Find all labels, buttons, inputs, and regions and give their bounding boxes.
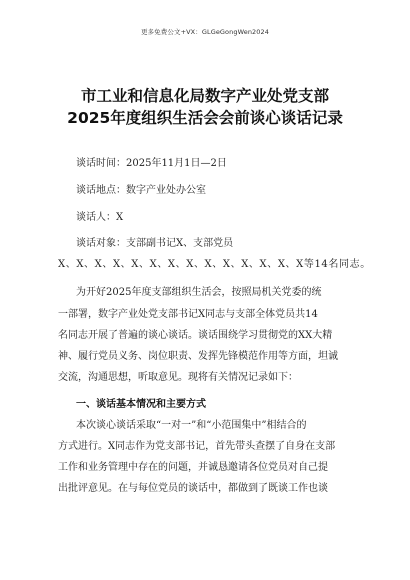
document-title-line-2: 2025年度组织生活会会前谈心谈话记录 <box>67 109 343 127</box>
paragraph-1-line-1: 为开好2025年度支部组织生活会，按照局机关党委的统 <box>76 287 322 298</box>
meta-targets-continued: X、X、X、X、X、X、X、X、X、X、X、X、X、X等14名同志。 <box>58 259 371 270</box>
section-heading-1: 一、谈话基本情况和主要方式 <box>76 399 206 410</box>
meta-time: 谈话时间：2025年11月1日—2日 <box>76 158 227 169</box>
meta-targets: 谈话对象：支部副书记X、支部党员 <box>76 238 234 249</box>
paragraph-1-line-2: 一部署，数字产业处党支部书记X同志与支部全体党员共14 <box>58 309 318 320</box>
paragraph-1-line-3: 名同志开展了普遍的谈心谈话。谈话围绕学习贯彻党的XX大精 <box>58 330 333 341</box>
header-note: 更多免费公文+VX：GLGeGongWen2024 <box>140 28 269 36</box>
paragraph-2-line-1: 本次谈心谈话采取“一对一”和“小范围集中”相结合的 <box>76 420 307 431</box>
paragraph-1-line-4: 神、履行党员义务、岗位职责、发挥先锋模范作用等方面，坦诚 <box>58 351 338 362</box>
paragraph-2-line-3: 工作和业务管理中存在的问题，并诚恳邀请各位党员对自己提 <box>58 462 328 473</box>
meta-talker: 谈话人：X <box>76 212 124 223</box>
paragraph-2-line-2: 方式进行。X同志作为党支部书记，首先带头查摆了自身在支部 <box>58 441 336 452</box>
document-title-line-1: 市工业和信息化局数字产业处党支部 <box>80 87 329 105</box>
meta-place: 谈话地点：数字产业处办公室 <box>76 185 206 196</box>
paragraph-2-line-4: 出批评意见。在与每位党员的谈话中，都做到了既谈工作也谈 <box>58 483 328 494</box>
paragraph-1-line-5: 交流，沟通思想，听取意见。现将有关情况记录如下： <box>58 372 298 383</box>
